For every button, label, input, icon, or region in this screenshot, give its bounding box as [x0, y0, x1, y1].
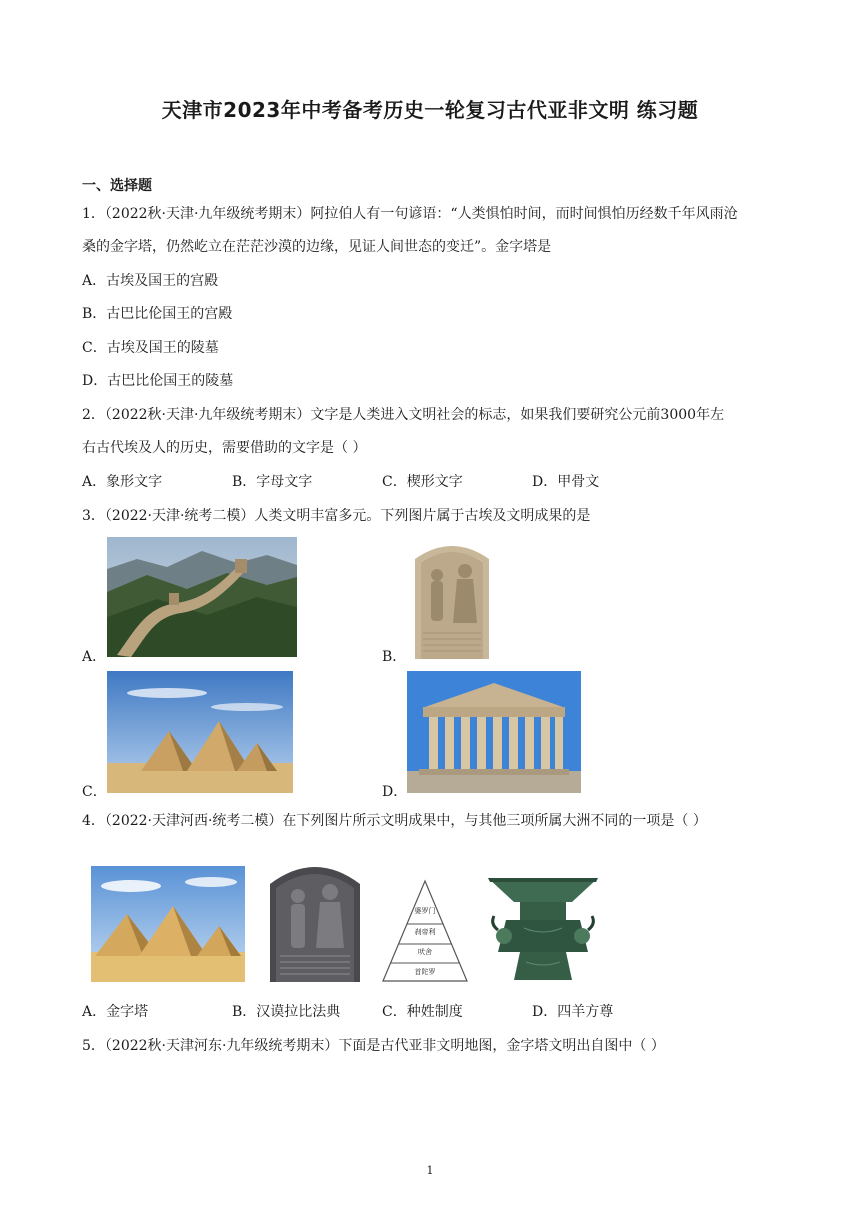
q4-option-d: D．四羊方尊: [532, 1004, 614, 1020]
q2-option-c: C．楔形文字: [382, 474, 463, 490]
section-heading: 一、选择题: [82, 178, 152, 194]
q4-option-c: C．种姓制度: [382, 1004, 463, 1020]
hammurabi-stele-image: [407, 537, 497, 659]
hammurabi-code-photo: [264, 856, 366, 982]
caste-label-brahmin: 婆罗门: [414, 907, 436, 915]
q4-stem: 4．（2022·天津河西·统考二模）在下列图片所示文明成果中，与其他三项所属大洲不同的一项是（ ）: [82, 813, 707, 829]
q1-stem-line1: 1．（2022秋·天津·九年级统考期末）阿拉伯人有一句谚语：“人类惧怕时间，而时间惧怕历经数千年风雨沧: [82, 206, 738, 222]
q4-option-a: A．金字塔: [82, 1004, 149, 1020]
q5-stem: 5．（2022秋·天津河东·九年级统考期末）下面是古代亚非文明地图，金字塔文明出自图中（ ）: [82, 1038, 665, 1054]
q1-option-a: A．古埃及国王的宫殿: [82, 273, 219, 289]
page-number: 1: [426, 1164, 434, 1177]
pyramid-photo: [91, 866, 245, 982]
q2-option-a: A．象形文字: [82, 474, 163, 490]
q3-label-c: C．: [82, 784, 107, 800]
q2-option-b: B．字母文字: [232, 474, 313, 490]
q1-option-b: B．古巴比伦国王的宫殿: [82, 306, 233, 322]
q1-option-d: D．古巴比伦国王的陵墓: [82, 373, 234, 389]
pyramids-image: [107, 671, 293, 793]
four-ram-zun-image: [484, 872, 602, 984]
q3-label-b: B．: [382, 649, 407, 665]
great-wall-image: [107, 537, 297, 657]
q3-label-a: A．: [82, 649, 107, 665]
caste-label-shudra: 首陀罗: [414, 968, 436, 976]
q4-option-b: B．汉谟拉比法典: [232, 1004, 341, 1020]
q1-option-c: C．古埃及国王的陵墓: [82, 340, 219, 356]
q2-stem-line1: 2．（2022秋·天津·九年级统考期末）文字是人类进入文明社会的标志，如果我们要研究公元前3000年左: [82, 407, 725, 423]
page-title: 天津市2023年中考备考历史一轮复习古代亚非文明 练习题: [161, 98, 699, 122]
parthenon-image: [407, 671, 581, 793]
q2-stem-line2: 右古代埃及人的历史，需要借助的文字是（ ）: [82, 440, 367, 456]
caste-label-kshatriya: 刹帝利: [414, 928, 436, 936]
q1-stem-line2: 桑的金字塔，仍然屹立在茫茫沙漠的边缘，见证人间世态的变迁”。金字塔是: [82, 239, 552, 255]
q3-label-d: D．: [382, 784, 408, 800]
q3-stem: 3．（2022·天津·统考二模）人类文明丰富多元。下列图片属于古埃及文明成果的是: [82, 508, 591, 524]
q2-option-d: D．甲骨文: [532, 474, 600, 490]
caste-label-vaishya: 吠舍: [418, 948, 432, 956]
